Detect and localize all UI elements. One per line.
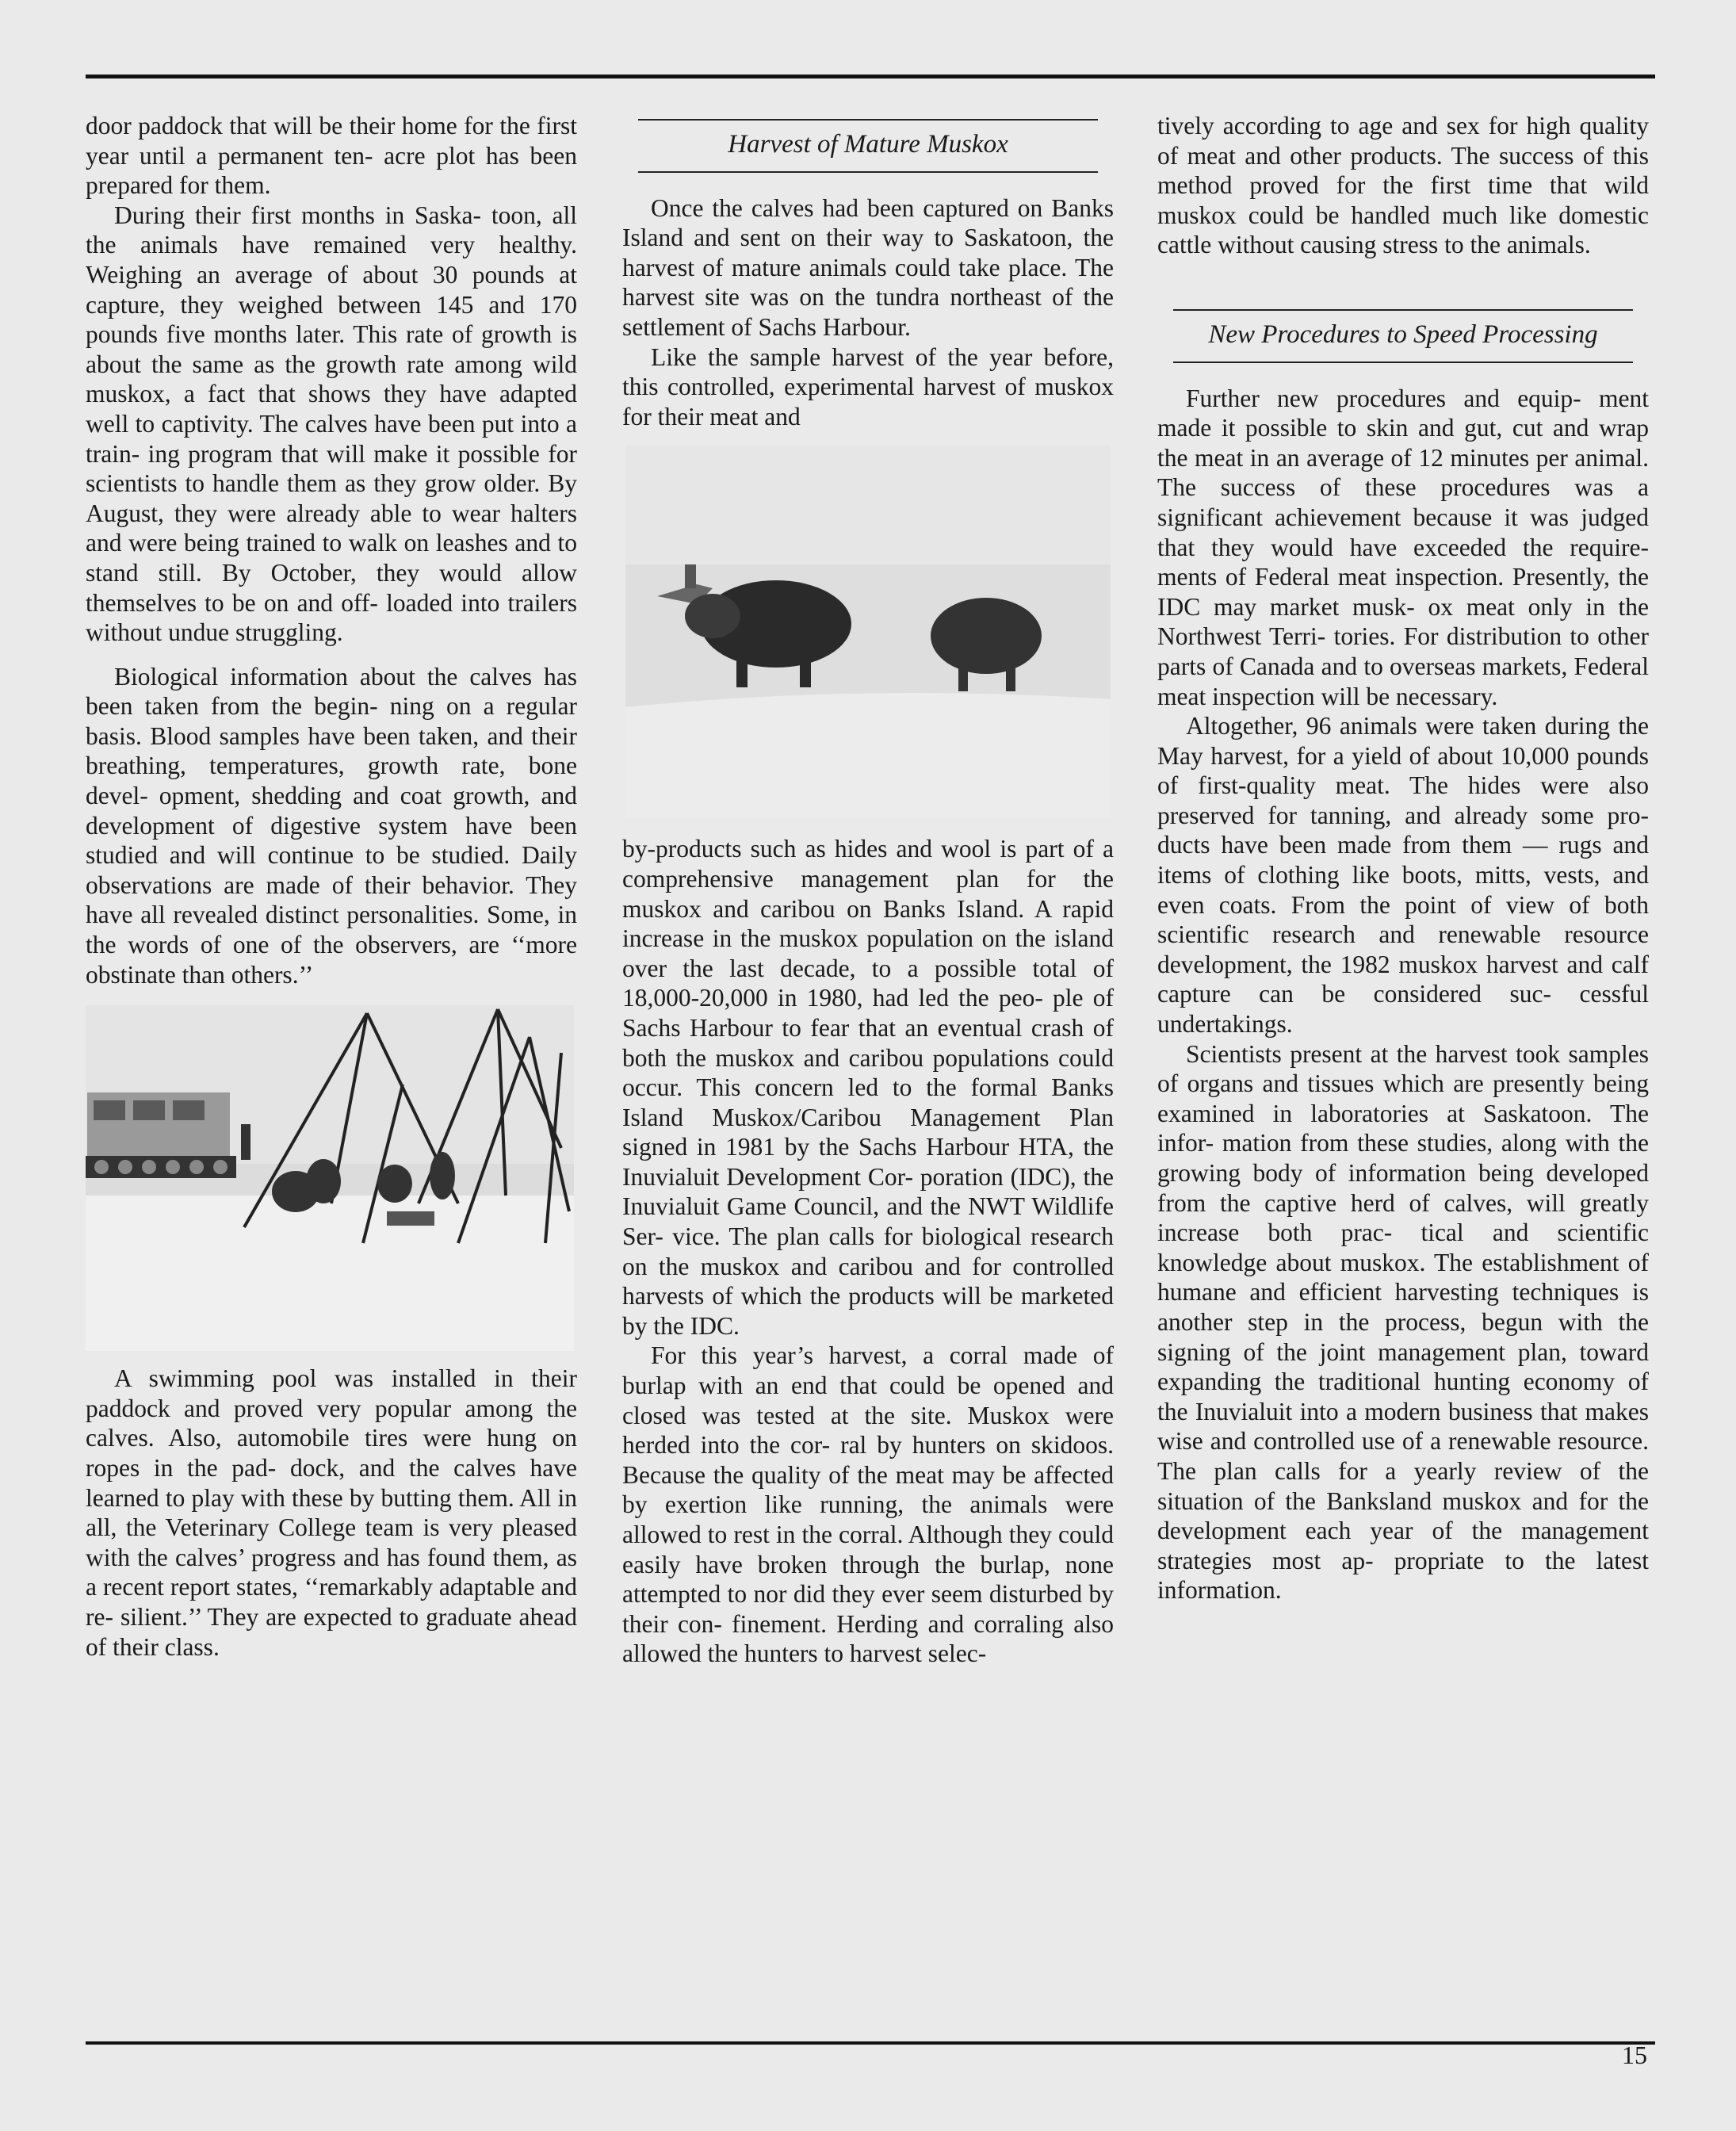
- col1-paragraph-1: door paddock that will be their home for the first year until a permanent ten- acre plot has been prepared for them.: [86, 112, 577, 200]
- heading-harvest-of-mature-muskox: Harvest of Mature Muskox: [728, 130, 1008, 159]
- section-heading-harvest: [622, 119, 1114, 173]
- tracked-vehicle-image: [86, 1092, 236, 1178]
- photo-snowmobile-tripods: [86, 1005, 574, 1351]
- col1-paragraph-2: During their first months in Saska- toon, all the animals have remained very healthy. Weighing an average of about 30 pounds at capture, they weighed between 145 and 170 pounds five months later. This rate of growth is about the same as the growth rate among wild muskox, a fact that shows they have adapted well to captivity. The calves have been put into a train- ing program that will make it possible for scientists to handle them as they grow older. By August, they were already able to wear halters and were being trained to walk on leashes and to stand still. By October, they would allow themselves to be on and off- loaded into trailers without undue struggling.: [86, 201, 577, 647]
- col3-paragraph-2: Further new procedures and equip- ment made it possible to skin and gut, cut and wrap the meat in an average of 12 minutes per animal. The success of these procedures was a significant achievement because it was judged that they would have exceeded the require- ments of Federal meat inspection. Presently, the IDC may market musk- ox meat only in the Northwest Terri- tories. For distribution to other parts of Canada and to overseas markets, Federal meat inspection will be necessary.: [1157, 384, 1649, 710]
- col3-paragraph-1: tively according to age and sex for high quality of meat and other products. The success of this method proved for the first time that wild muskox could be handled much like domestic cattle without causing stress to the animals.: [1157, 112, 1649, 259]
- heading-rule-bottom: [638, 171, 1098, 173]
- section-heading-new-procedures: [1157, 309, 1649, 363]
- heading-new-procedures-to-speed-processing: New Procedures to Speed Processing: [1208, 319, 1598, 349]
- column-1: [86, 111, 577, 1662]
- col3-paragraph-3: Altogether, 96 animals were taken during the May harvest, for a yield of about 10,000 pounds of first-quality meat. The hides were also preserved for tanning, and already some pro- ducts have been made from them — rugs and items of clothing like boots, mitts, vests, and even coats. From the point of view of both scientific research and renewable resource development, the 1982 muskox harvest and calf capture can be considered suc- cessful undertakings.: [1157, 712, 1649, 1039]
- top-rule: [86, 75, 1655, 78]
- bottom-rule: [86, 2041, 1655, 2045]
- col1-paragraph-4: A swimming pool was installed in their paddock and proved very popular among the calves. Also, automobile tires were hung on ropes in the pad- dock, and the calves have learned to play with these by butting them. All in all, the Veterinary College team is very pleased with the calves’ progress and has found them, as a recent report states, ‘‘remarkably adaptable and re- silient.’’ They are expected to graduate ahead of their class.: [86, 1364, 577, 1661]
- column-3: [1157, 111, 1649, 1605]
- col2-paragraph-3: by-products such as hides and wool is part of a comprehensive management plan for the muskox and caribou on Banks Island. A rapid increase in the muskox population on the island over the last decade, to a possible total of 18,000-20,000 in 1980, had led the peo- ple of Sachs Harbour to fear that an eventual crash of both the muskox and caribou populations could occur. This concern led to the formal Banks Island Muskox/Caribou Management Plan signed in 1981 by the Sachs Harbour HTA, the Inuvialuit Development Cor- poration (IDC), the Inuvialuit Game Council, and the NWT Wildlife Ser- vice. The plan calls for biological research on the muskox and caribou and for controlled harvests of which the products will be marketed by the IDC.: [622, 835, 1114, 1340]
- col3-paragraph-4: Scientists present at the harvest took samples of organs and tissues which are presently being examined in laboratories at Saskatoon. The infor- mation from these studies, along with the growing body of information being developed from the captive herd of calves, will greatly increase both prac- tical and scientific knowledge about muskox. The establishment of humane and efficient harvesting techniques is another step in the process, begun with the signing of the joint management plan, toward expanding the traditional hunting economy of the Inuvialuit into a modern business that makes wise and controlled use of a renewable resource. The plan calls for a yearly review of the situation of the Banksland muskox and for the development each year of the management strategies most ap- propriate to the latest information.: [1157, 1039, 1649, 1605]
- col2-paragraph-2: Like the sample harvest of the year before, this controlled, experimental harvest of muskox for their meat and: [622, 342, 1114, 430]
- col2-paragraph-1: Once the calves had been captured on Banks Island and sent on their way to Saskatoon, the harvest of mature animals could take place. The harvest site was on the tundra northeast of the settlement of Sachs Harbour.: [622, 193, 1114, 341]
- col2-paragraph-4: For this year’s harvest, a corral made of burlap with an end that could be opened and closed was tested at the site. Muskox were herded into the cor- ral by hunters on skidoos. Because the quality of the meat may be affected by exertion like running, the animals were allowed to rest in the corral. Although they could easily have broken through the burlap, none attempted to nor did they ever seem disturbed by their con- finement. Herding and corraling also allowed the hunters to harvest selec-: [622, 1341, 1114, 1668]
- col1-paragraph-3: Biological information about the calves has been taken from the begin- ning on a regular basis. Blood samples have been taken, and their breathing, temperatures, growth rate, bone devel- opment, shedding and coat growth, and development of digestive system have been studied and will continue to be studied. Daily observations are made of their behavior. They have all revealed distinct personalities. Some, in the words of one of the observers, are ‘‘more obstinate than others.’’: [86, 662, 577, 989]
- photo-muskox-running: [625, 446, 1111, 818]
- column-2: [622, 111, 1114, 1669]
- heading-rule-bottom: [1173, 362, 1633, 363]
- page-number: 15: [1622, 2041, 1647, 2069]
